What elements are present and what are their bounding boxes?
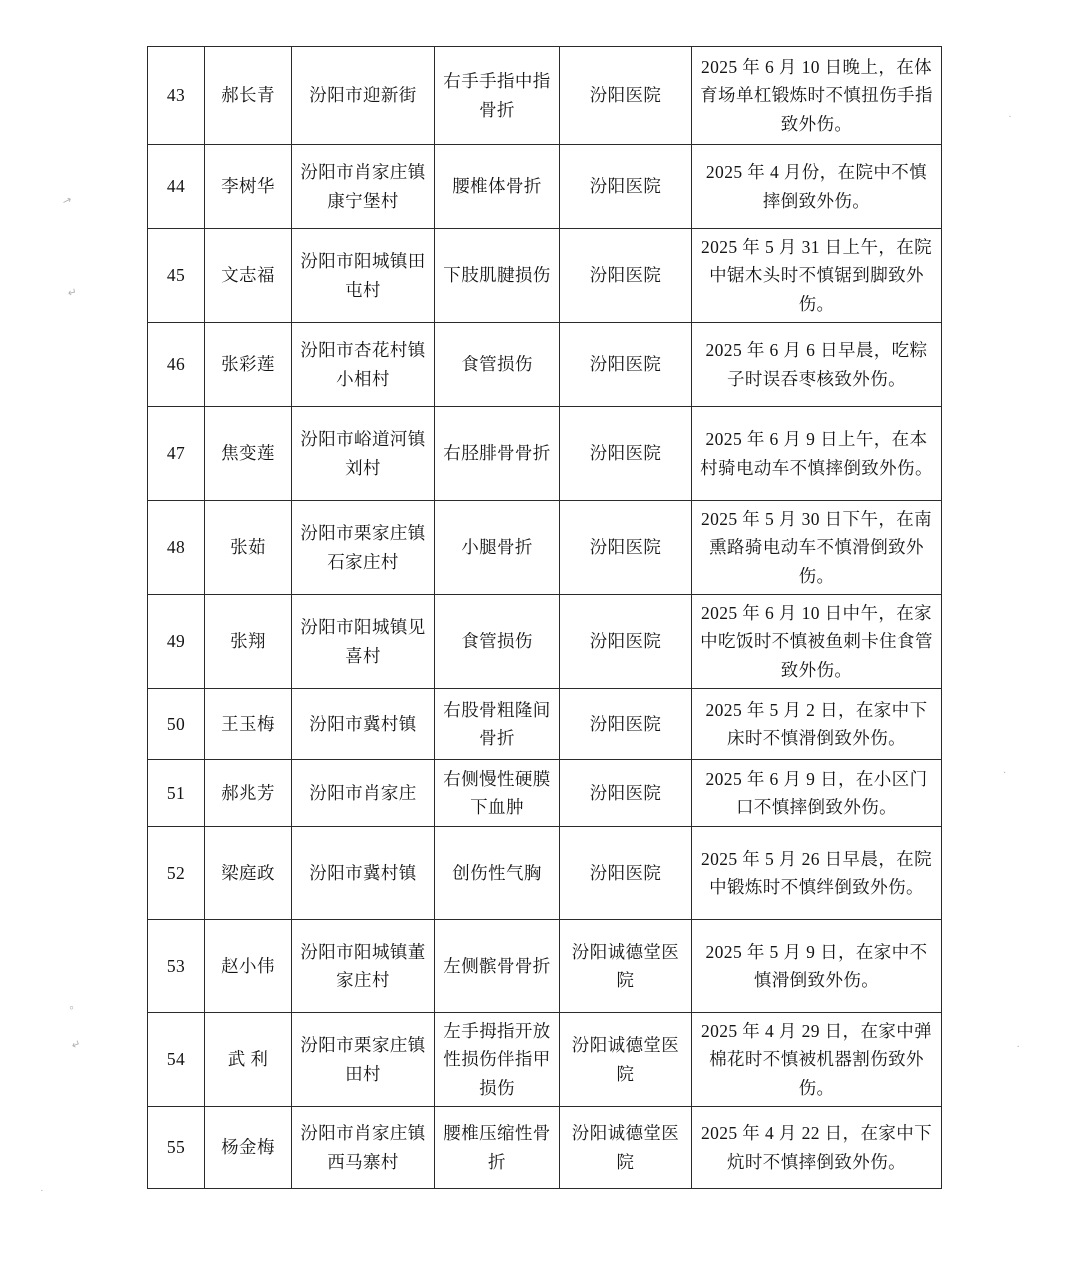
cell-injury: 腰椎压缩性骨折 (435, 1107, 560, 1189)
cell-address: 汾阳市肖家庄 (292, 760, 435, 827)
cell-cause: 2025 年 4 月 22 日，在家中下炕时不慎摔倒致外伤。 (692, 1107, 942, 1189)
cell-name: 张翔 (205, 595, 292, 689)
cell-address: 汾阳市栗家庄镇石家庄村 (292, 501, 435, 595)
cell-sequence: 52 (148, 827, 205, 920)
cell-address: 汾阳市峪道河镇刘村 (292, 407, 435, 501)
cell-hospital: 汾阳医院 (560, 827, 692, 920)
cell-name: 张茹 (205, 501, 292, 595)
table-row (148, 47, 942, 145)
cell-name: 杨金梅 (205, 1107, 292, 1189)
table-body (148, 47, 942, 1189)
table-row (148, 407, 942, 501)
table-row (148, 920, 942, 1013)
cell-hospital: 汾阳医院 (560, 595, 692, 689)
cell-injury: 小腿骨折 (435, 501, 560, 595)
cell-cause: 2025 年 6 月 9 日上午，在本村骑电动车不慎摔倒致外伤。 (692, 407, 942, 501)
cell-injury: 左侧髌骨骨折 (435, 920, 560, 1013)
cell-cause: 2025 年 6 月 10 日晚上，在体育场单杠锻炼时不慎扭伤手指致外伤。 (692, 47, 942, 145)
table-row (148, 595, 942, 689)
cell-name: 赵小伟 (205, 920, 292, 1013)
cell-sequence: 53 (148, 920, 205, 1013)
table-row (148, 760, 942, 827)
injury-registry-table (147, 46, 942, 1189)
cell-sequence: 47 (148, 407, 205, 501)
cell-hospital: 汾阳医院 (560, 407, 692, 501)
table-row (148, 827, 942, 920)
cell-cause: 2025 年 5 月 26 日早晨，在院中锻炼时不慎绊倒致外伤。 (692, 827, 942, 920)
cell-cause: 2025 年 4 月份，在院中不慎摔倒致外伤。 (692, 145, 942, 229)
cell-address: 汾阳市肖家庄镇西马寨村 (292, 1107, 435, 1189)
scan-artifact: ↗ (60, 193, 74, 209)
cell-name: 梁庭政 (205, 827, 292, 920)
cell-hospital: 汾阳医院 (560, 323, 692, 407)
cell-hospital: 汾阳医院 (560, 229, 692, 323)
cell-injury: 食管损伤 (435, 323, 560, 407)
scan-artifact: · (40, 1185, 44, 1197)
cell-name: 文志福 (205, 229, 292, 323)
cell-address: 汾阳市迎新街 (292, 47, 435, 145)
table-row (148, 145, 942, 229)
table-row (148, 229, 942, 323)
cell-sequence: 44 (148, 145, 205, 229)
cell-name: 郝长青 (205, 47, 292, 145)
cell-cause: 2025 年 6 月 9 日，在小区门口不慎摔倒致外伤。 (692, 760, 942, 827)
scan-artifact: · (1007, 110, 1013, 124)
scan-artifact: ↵ (70, 1037, 83, 1053)
cell-hospital: 汾阳诚德堂医院 (560, 920, 692, 1013)
cell-address: 汾阳市阳城镇见喜村 (292, 595, 435, 689)
cell-injury: 食管损伤 (435, 595, 560, 689)
scan-artifact: · (1014, 1040, 1022, 1054)
cell-injury: 左手拇指开放性损伤伴指甲损伤 (435, 1013, 560, 1107)
table-row (148, 501, 942, 595)
cell-name: 张彩莲 (205, 323, 292, 407)
cell-address: 汾阳市栗家庄镇田村 (292, 1013, 435, 1107)
cell-cause: 2025 年 5 月 2 日，在家中下床时不慎滑倒致外伤。 (692, 689, 942, 760)
scan-artifact: ↵ (66, 286, 79, 300)
cell-cause: 2025 年 5 月 31 日上午，在院中锯木头时不慎锯到脚致外伤。 (692, 229, 942, 323)
cell-address: 汾阳市冀村镇 (292, 689, 435, 760)
cell-sequence: 49 (148, 595, 205, 689)
cell-injury: 创伤性气胸 (435, 827, 560, 920)
cell-hospital: 汾阳诚德堂医院 (560, 1013, 692, 1107)
cell-hospital: 汾阳医院 (560, 145, 692, 229)
cell-cause: 2025 年 6 月 6 日早晨，吃粽子时误吞枣核致外伤。 (692, 323, 942, 407)
cell-cause: 2025 年 4 月 29 日，在家中弹棉花时不慎被机器割伤致外伤。 (692, 1013, 942, 1107)
cell-sequence: 54 (148, 1013, 205, 1107)
cell-cause: 2025 年 5 月 9 日，在家中不慎滑倒致外伤。 (692, 920, 942, 1013)
cell-injury: 右手手指中指骨折 (435, 47, 560, 145)
cell-sequence: 55 (148, 1107, 205, 1189)
cell-sequence: 43 (148, 47, 205, 145)
cell-address: 汾阳市阳城镇董家庄村 (292, 920, 435, 1013)
cell-hospital: 汾阳医院 (560, 47, 692, 145)
cell-sequence: 48 (148, 501, 205, 595)
cell-injury: 腰椎体骨折 (435, 145, 560, 229)
cell-name: 郝兆芳 (205, 760, 292, 827)
cell-cause: 2025 年 6 月 10 日中午，在家中吃饭时不慎被鱼刺卡住食管致外伤。 (692, 595, 942, 689)
cell-sequence: 45 (148, 229, 205, 323)
table-row (148, 689, 942, 760)
cell-address: 汾阳市阳城镇田屯村 (292, 229, 435, 323)
cell-cause: 2025 年 5 月 30 日下午，在南熏路骑电动车不慎滑倒致外伤。 (692, 501, 942, 595)
cell-injury: 右股骨粗隆间骨折 (435, 689, 560, 760)
cell-name: 焦变莲 (205, 407, 292, 501)
cell-injury: 右胫腓骨骨折 (435, 407, 560, 501)
cell-injury: 下肢肌腱损伤 (435, 229, 560, 323)
cell-name: 武 利 (205, 1013, 292, 1107)
cell-hospital: 汾阳医院 (560, 501, 692, 595)
table-row (148, 323, 942, 407)
cell-injury: 右侧慢性硬膜下血肿 (435, 760, 560, 827)
cell-sequence: 51 (148, 760, 205, 827)
cell-address: 汾阳市杏花村镇小相村 (292, 323, 435, 407)
cell-name: 王玉梅 (205, 689, 292, 760)
cell-hospital: 汾阳诚德堂医院 (560, 1107, 692, 1189)
cell-name: 李树华 (205, 145, 292, 229)
cell-sequence: 46 (148, 323, 205, 407)
cell-address: 汾阳市冀村镇 (292, 827, 435, 920)
cell-address: 汾阳市肖家庄镇康宁堡村 (292, 145, 435, 229)
cell-hospital: 汾阳医院 (560, 760, 692, 827)
cell-hospital: 汾阳医院 (560, 689, 692, 760)
scan-artifact: ° (65, 1003, 75, 1017)
scan-artifact: · (1002, 766, 1008, 780)
cell-sequence: 50 (148, 689, 205, 760)
table-row (148, 1107, 942, 1189)
table-row (148, 1013, 942, 1107)
